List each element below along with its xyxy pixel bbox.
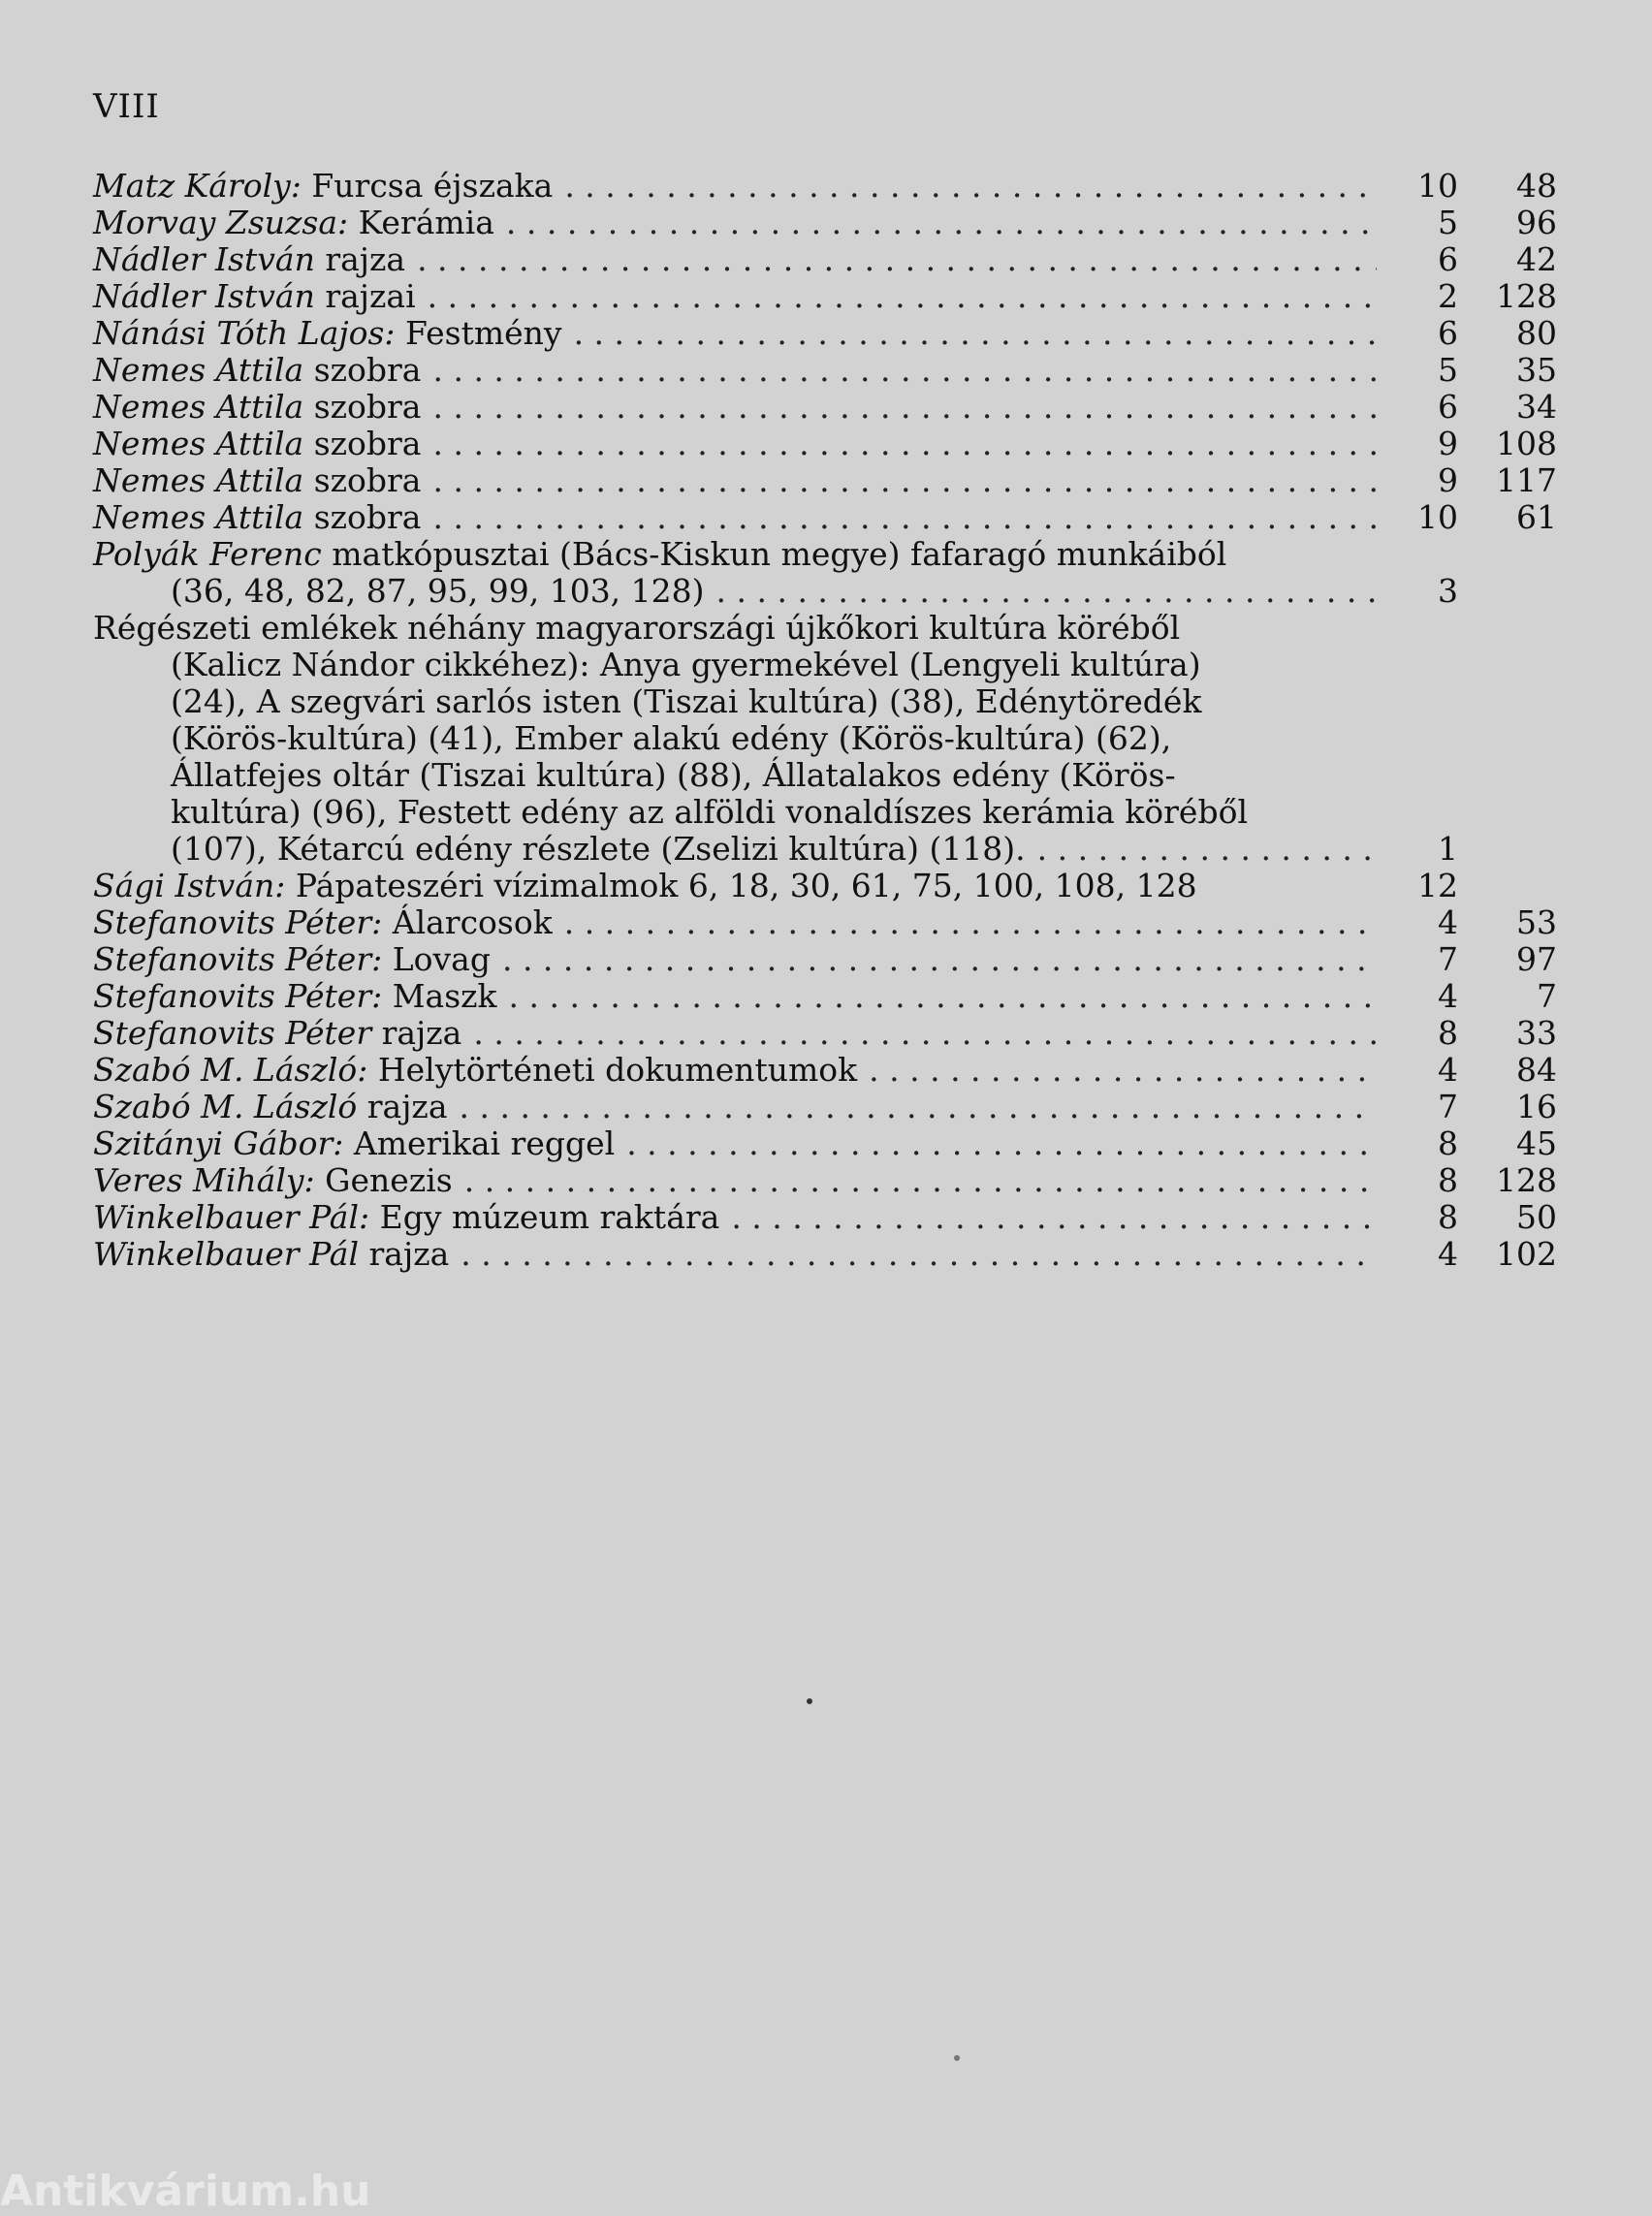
entry-title: szobra (313, 498, 422, 536)
entry-title-cont: (Körös-kultúra) (41), Ember alakú edény (Körös-kultúra) (62), (171, 719, 1172, 757)
entry-page: 45 (1516, 1124, 1557, 1162)
entry-author: Szabó M. László: (93, 1051, 368, 1089)
entry-volume: 12 (1417, 867, 1458, 904)
index-entry (93, 462, 1557, 499)
dot-leader (564, 904, 1377, 941)
entry-title: rajza (325, 240, 406, 278)
dot-leader (432, 499, 1377, 536)
entry-page: 50 (1516, 1198, 1557, 1236)
index-entry (93, 1236, 1557, 1273)
entry-title: Régészeti emlékek néhány magyarországi újkőkori kultúra köréből (93, 609, 1181, 647)
entry-title-cont: (107), Kétarcú edény részlete (Zselizi kultúra) (118). (171, 830, 1026, 868)
entry-author: Nemes Attila (93, 425, 304, 462)
entry-author: Stefanovits Péter (93, 1014, 372, 1052)
dot-leader (869, 1052, 1377, 1089)
index-entry (93, 1089, 1557, 1125)
entry-title-cont: (Kalicz Nándor cikkéhez): Anya gyermekével (Lengyeli kultúra) (171, 646, 1201, 683)
entry-title: Egy múzeum raktára (379, 1198, 720, 1236)
print-speck (954, 2055, 960, 2061)
entry-volume: 4 (1438, 1235, 1458, 1273)
index-entry (93, 1052, 1557, 1089)
entry-title: rajza (381, 1014, 462, 1052)
entry-author: Morvay Zsuzsa: (93, 204, 349, 241)
index-entry (93, 941, 1557, 978)
entry-title: szobra (313, 425, 422, 462)
entry-volume: 8 (1438, 1014, 1458, 1052)
index-entry (93, 389, 1557, 426)
entry-volume: 3 (1438, 572, 1458, 610)
entry-volume: 6 (1438, 240, 1458, 278)
entry-title-cont: (24), A szegvári sarlós isten (Tiszai kultúra) (38), Edénytöredék (171, 682, 1202, 720)
dot-leader (502, 941, 1377, 978)
entry-page: 35 (1516, 351, 1557, 389)
entry-volume: 1 (1438, 830, 1458, 868)
entry-page: 16 (1516, 1088, 1557, 1125)
index-entry (93, 352, 1557, 389)
dot-leader (432, 352, 1377, 389)
index-entry (93, 1015, 1557, 1052)
entry-title: Festmény (405, 314, 562, 352)
entry-volume: 4 (1438, 1051, 1458, 1089)
entry-page: 102 (1496, 1235, 1557, 1273)
entry-page: 108 (1496, 425, 1557, 462)
entry-page: 7 (1537, 977, 1557, 1015)
dot-leader (461, 1236, 1377, 1273)
entry-title: szobra (313, 388, 422, 426)
index-entry (93, 278, 1557, 315)
entry-author: Sági István: (93, 867, 286, 904)
entry-title: Pápateszéri vízimalmok 6, 18, 30, 61, 75, 100, 108, 128 (295, 867, 1197, 904)
entry-title: Álarcosok (392, 903, 553, 941)
entry-volume: 7 (1438, 940, 1458, 978)
entry-title: rajzai (325, 277, 416, 315)
entry-page: 42 (1516, 240, 1557, 278)
entry-title: Amerikai reggel (353, 1124, 616, 1162)
entry-volume: 8 (1438, 1124, 1458, 1162)
entry-volume: 10 (1417, 167, 1458, 205)
entry-title-cont: Állatfejes oltár (Tiszai kultúra) (88), Állatalakos edény (Körös- (171, 756, 1176, 794)
dot-leader (564, 168, 1377, 205)
entry-title: Helytörténeti dokumentumok (377, 1051, 858, 1089)
entry-author: Szitányi Gábor: (93, 1124, 344, 1162)
dot-leader (473, 1015, 1377, 1052)
entry-title: rajza (366, 1088, 448, 1125)
entry-author: Nemes Attila (93, 351, 304, 389)
index-entry (93, 904, 1557, 941)
index-entry (93, 1162, 1557, 1199)
entry-volume: 6 (1438, 314, 1458, 352)
index-entry-regeszeti (93, 610, 1557, 868)
index-entry (93, 1199, 1557, 1236)
index-entry-polyak (93, 536, 1557, 610)
index-entry (93, 426, 1557, 462)
entry-author: Matz Károly: (93, 167, 302, 205)
entry-author: Veres Mihály: (93, 1161, 315, 1199)
entry-author: Stefanovits Péter: (93, 903, 383, 941)
entry-author: Szabó M. László (93, 1088, 358, 1125)
entry-page: 33 (1516, 1014, 1557, 1052)
page-number: VIII (93, 87, 160, 126)
index-list (93, 168, 1557, 1273)
entry-volume: 6 (1438, 388, 1458, 426)
dot-leader (716, 573, 1377, 610)
entry-author: Nemes Attila (93, 388, 304, 426)
index-entry (93, 241, 1557, 278)
entry-page: 84 (1516, 1051, 1557, 1089)
entry-title: matkópusztai (Bács-Kiskun megye) fafaragó munkáiból (332, 535, 1227, 573)
dot-leader (460, 1089, 1378, 1125)
entry-volume: 2 (1438, 277, 1458, 315)
dot-leader (464, 1162, 1377, 1199)
dot-leader (509, 978, 1377, 1015)
entry-volume: 8 (1438, 1161, 1458, 1199)
dot-leader (574, 315, 1377, 352)
entry-page: 80 (1516, 314, 1557, 352)
entry-title: Maszk (392, 977, 497, 1015)
dot-leader (432, 462, 1377, 499)
entry-author: Nádler István (93, 277, 315, 315)
entry-page: 34 (1516, 388, 1557, 426)
entry-page: 128 (1496, 1161, 1557, 1199)
entry-volume: 5 (1438, 351, 1458, 389)
entry-title-cont: (36, 48, 82, 87, 95, 99, 103, 128) (171, 572, 705, 610)
index-entry (93, 315, 1557, 352)
entry-author: Nemes Attila (93, 498, 304, 536)
entry-author: Nemes Attila (93, 461, 304, 499)
entry-page: 53 (1516, 903, 1557, 941)
entry-volume: 5 (1438, 204, 1458, 241)
index-entry-sagi (93, 868, 1557, 904)
dot-leader (506, 205, 1377, 241)
index-entry (93, 499, 1557, 536)
index-entry (93, 168, 1557, 205)
entry-volume: 9 (1438, 425, 1458, 462)
entry-volume: 4 (1438, 903, 1458, 941)
entry-volume: 7 (1438, 1088, 1458, 1125)
entry-volume: 9 (1438, 461, 1458, 499)
entry-title: szobra (313, 351, 422, 389)
entry-page: 61 (1516, 498, 1557, 536)
index-entry (93, 1125, 1557, 1162)
entry-volume: 4 (1438, 977, 1458, 1015)
dot-leader (428, 278, 1377, 315)
entry-title: szobra (313, 461, 422, 499)
entry-title-cont: kultúra) (96), Festett edény az alföldi vonaldíszes kerámia köréből (171, 793, 1249, 831)
dot-leader (1037, 831, 1377, 868)
dot-leader (417, 241, 1377, 278)
entry-volume: 8 (1438, 1198, 1458, 1236)
watermark: Antikvárium.hu (0, 2167, 371, 2216)
index-entry (93, 205, 1557, 241)
dot-leader (731, 1199, 1377, 1236)
entry-page: 96 (1516, 204, 1557, 241)
entry-title: Lovag (392, 940, 491, 978)
entry-author: Stefanovits Péter: (93, 940, 383, 978)
entry-page: 128 (1496, 277, 1557, 315)
dot-leader (432, 389, 1377, 426)
entry-author: Winkelbauer Pál (93, 1235, 360, 1273)
print-speck (807, 1698, 812, 1704)
entry-page: 97 (1516, 940, 1557, 978)
entry-page: 48 (1516, 167, 1557, 205)
entry-title: Kerámia (358, 204, 494, 241)
dot-leader (432, 426, 1377, 462)
index-entry (93, 978, 1557, 1015)
entry-author: Winkelbauer Pál: (93, 1198, 370, 1236)
entry-title: Genezis (325, 1161, 453, 1199)
dot-leader (626, 1125, 1377, 1162)
entry-volume: 10 (1417, 498, 1458, 536)
entry-author: Nánási Tóth Lajos: (93, 314, 396, 352)
entry-title: Furcsa éjszaka (311, 167, 554, 205)
entry-author: Stefanovits Péter: (93, 977, 383, 1015)
entry-page: 117 (1496, 461, 1557, 499)
entry-author: Polyák Ferenc (93, 535, 322, 573)
entry-title: rajza (368, 1235, 450, 1273)
entry-author: Nádler István (93, 240, 315, 278)
